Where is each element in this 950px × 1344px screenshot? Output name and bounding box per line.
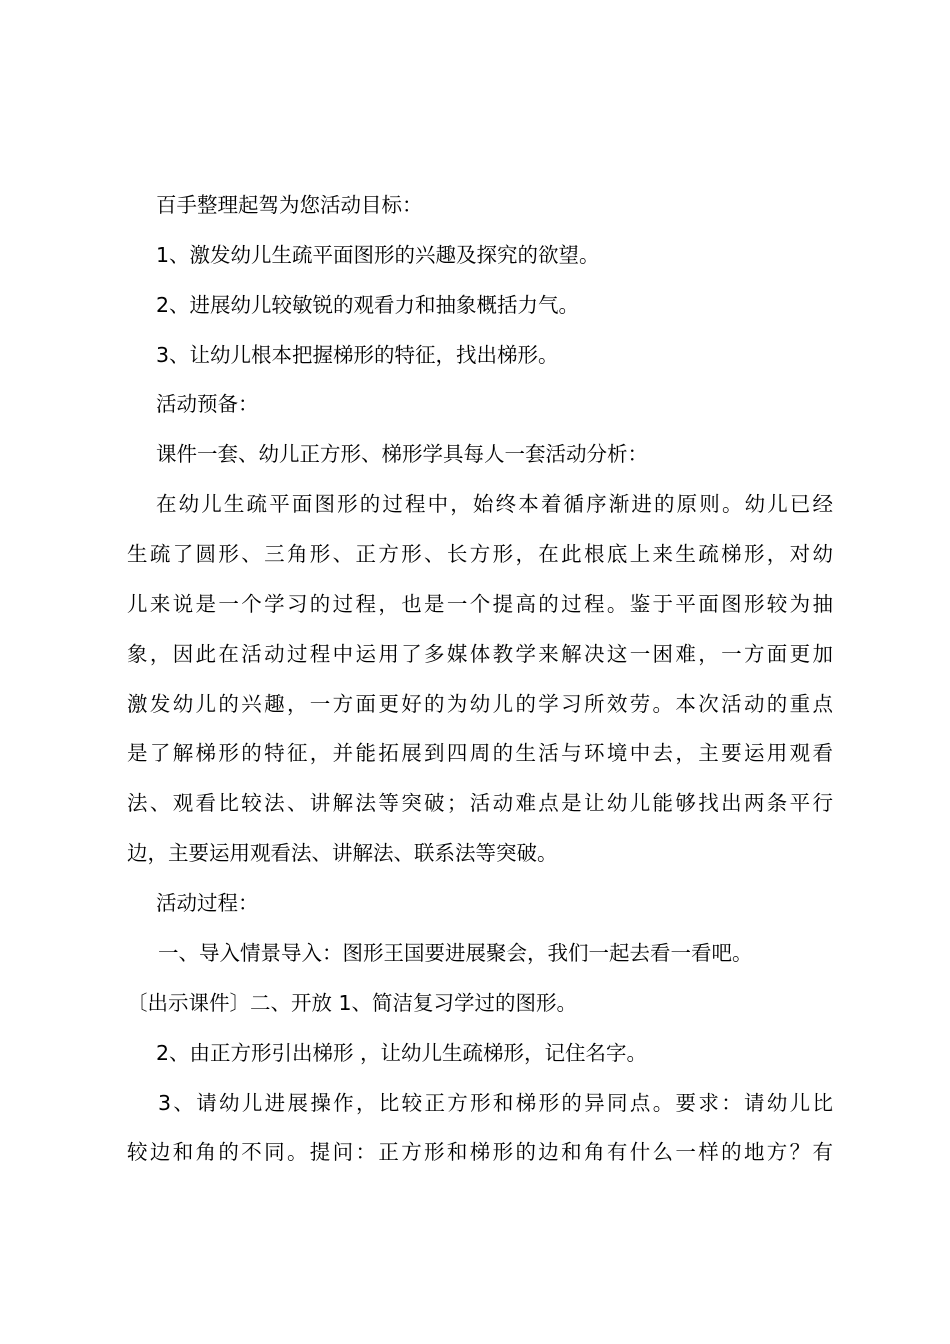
analysis-line-8: 边，主要运用观看法、讲解法、联系法等突破。 <box>127 841 558 865</box>
process-step-3: 2、由正方形引出梯形 ，让幼儿生疏梯形，记住名字。 <box>156 1041 648 1065</box>
intro-goals-heading: 百手整理起驾为您活动目标： <box>156 193 423 217</box>
preparation-materials: 课件一套、幼儿正方形、梯形学具每人一套活动分析： <box>156 442 648 466</box>
goal-item-2: 2、进展幼儿较敏锐的观看力和抽象概括力气。 <box>156 293 580 317</box>
analysis-line-7: 法、观看比较法、讲解法等突破；活动难点是让幼儿能够找出两条平行 <box>127 791 833 815</box>
analysis-line-2: 生疏了圆形、三角形、正方形、长方形，在此根底上来生疏梯形，对幼 <box>127 542 833 566</box>
goal-item-3: 3、让幼儿根本把握梯形的特征，找出梯形。 <box>156 343 559 367</box>
goal-item-1: 1、激发幼儿生疏平面图形的兴趣及探究的欲望。 <box>156 243 600 267</box>
analysis-line-4: 象，因此在活动过程中运用了多媒体教学来解决这一困难，一方面更加 <box>127 642 833 666</box>
process-step-2: 〔出示课件〕二、开放 1、简洁复习学过的图形。 <box>127 991 578 1015</box>
process-step-1: 一、导入情景导入：图形王国要进展聚会，我们一起去看一看吧。 <box>158 941 753 965</box>
process-heading: 活动过程： <box>156 891 259 915</box>
preparation-heading: 活动预备： <box>156 392 259 416</box>
process-step-4-line-2: 较边和角的不同。提问：正方形和梯形的边和角有什么一样的地方？有 <box>127 1140 833 1164</box>
analysis-line-3: 儿来说是一个学习的过程，也是一个提高的过程。鉴于平面图形较为抽 <box>127 592 833 616</box>
analysis-line-5: 激发幼儿的兴趣，一方面更好的为幼儿的学习所效劳。本次活动的重点 <box>127 692 833 716</box>
process-step-4-line-1: 3、请幼儿进展操作，比较正方形和梯形的异同点。要求：请幼儿比 <box>158 1091 833 1115</box>
analysis-line-6: 是了解梯形的特征，并能拓展到四周的生活与环境中去，主要运用观看 <box>127 741 833 765</box>
analysis-line-1: 在幼儿生疏平面图形的过程中，始终本着循序渐进的原则。幼儿已经 <box>156 492 833 516</box>
